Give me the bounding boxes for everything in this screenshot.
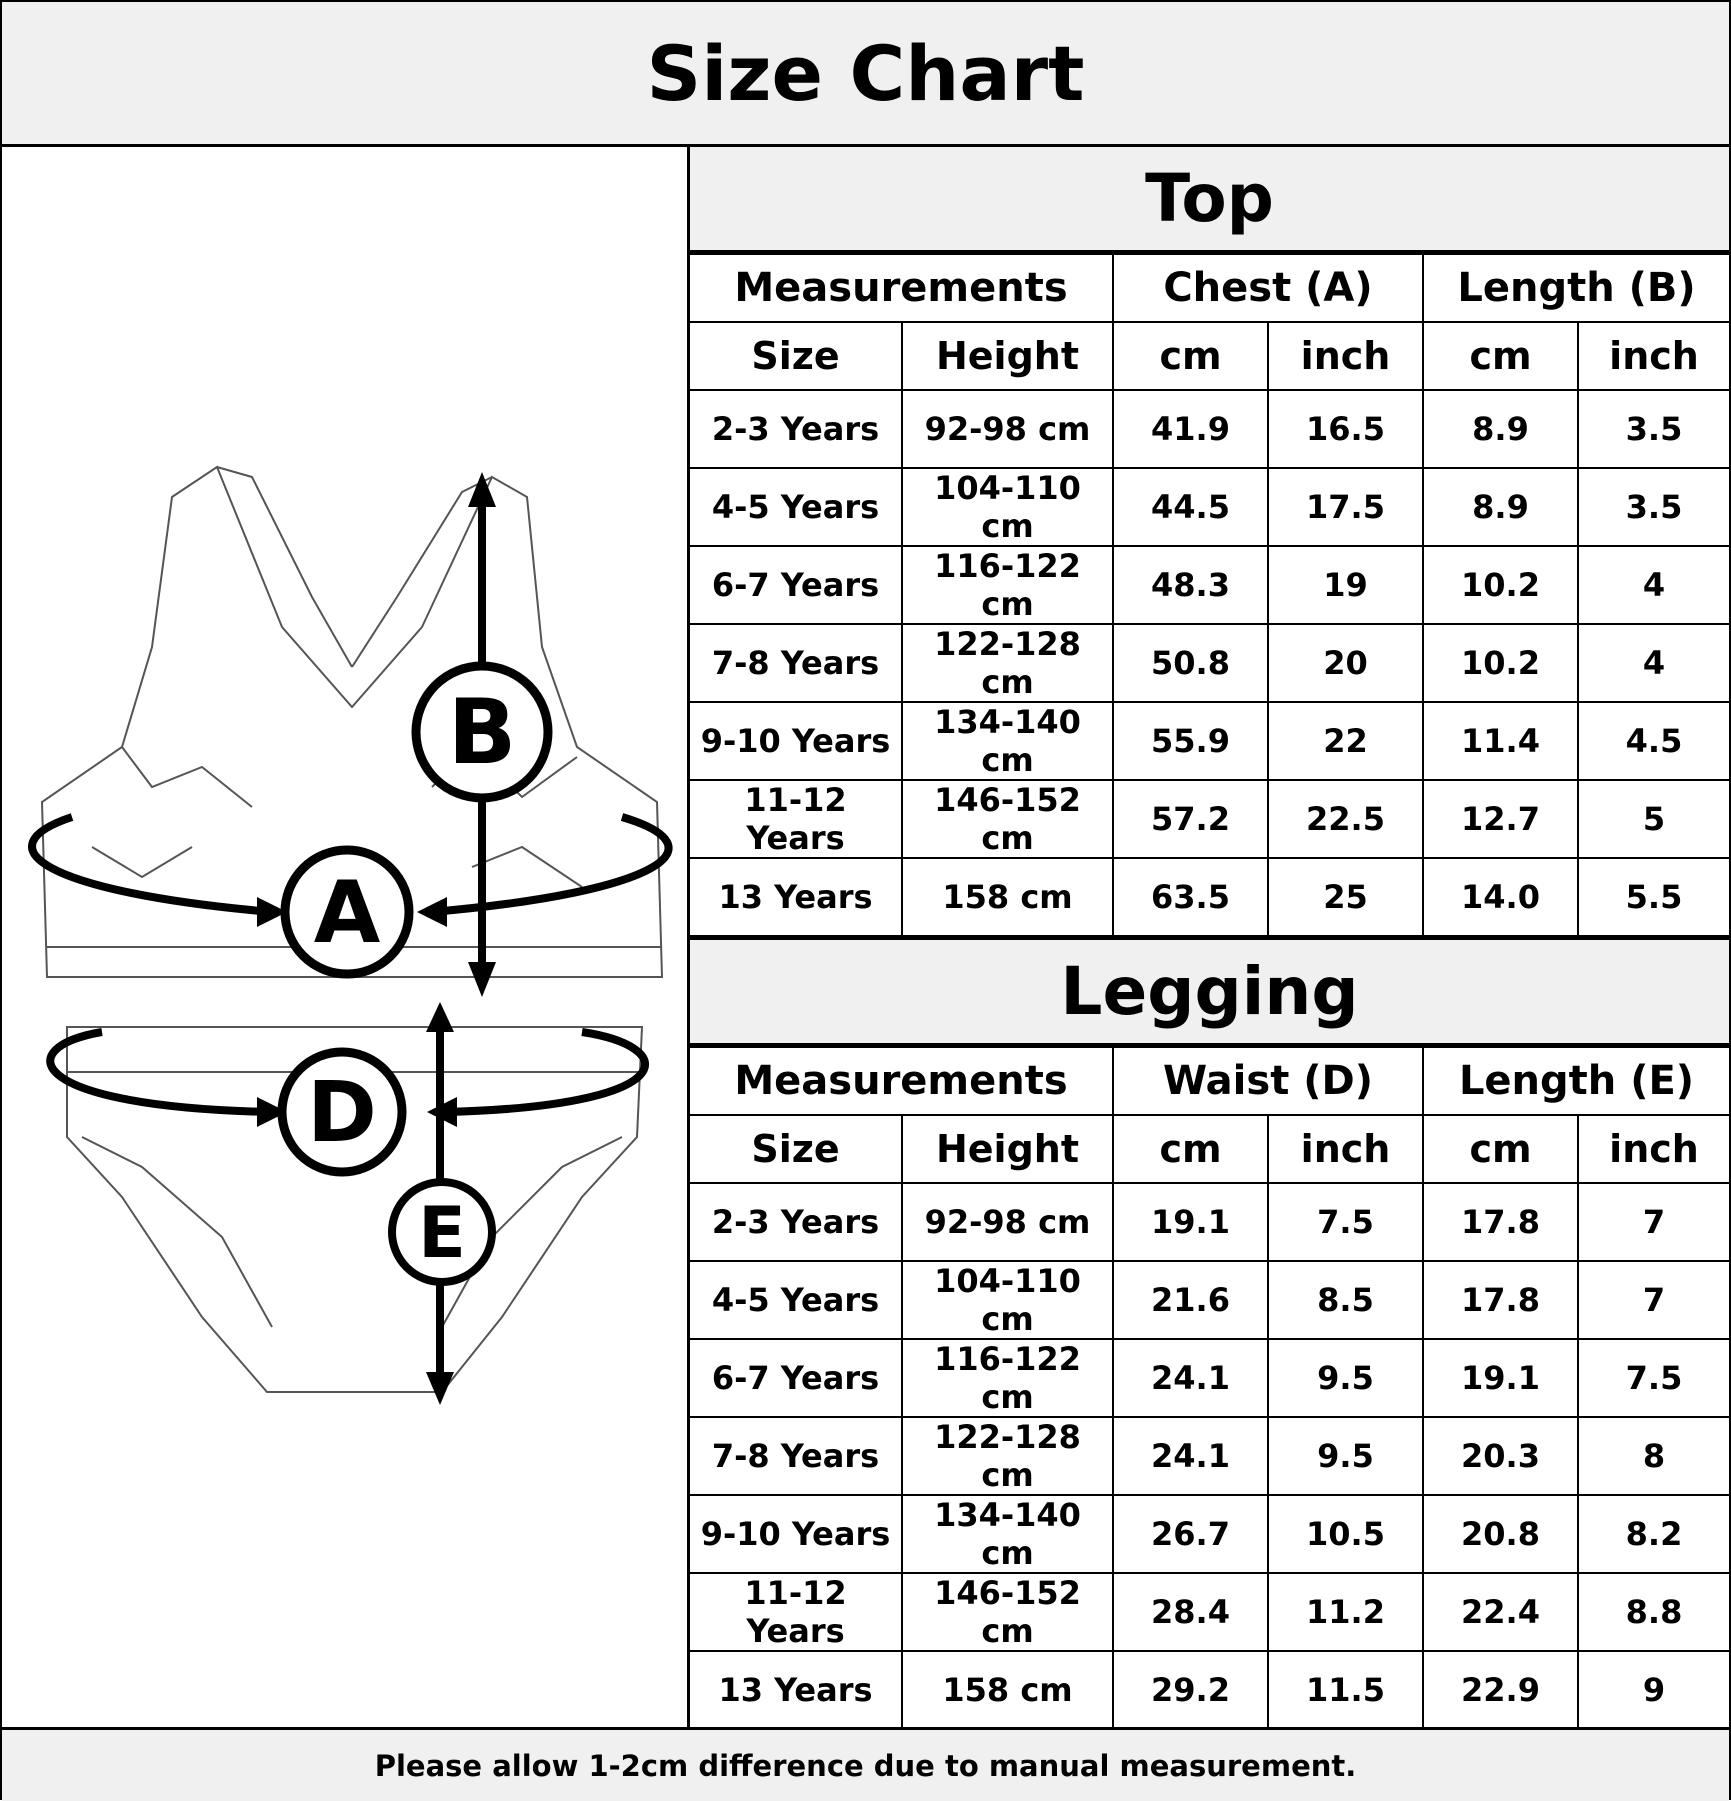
height-col-header: Height xyxy=(902,1115,1113,1183)
table-cell: 104-110 cm xyxy=(902,1261,1113,1339)
table-cell: 19 xyxy=(1268,546,1423,624)
table-cell: 92-98 cm xyxy=(902,1183,1113,1261)
table-cell: 17.5 xyxy=(1268,468,1423,546)
table-cell: 4-5 Years xyxy=(690,468,902,546)
table-cell: 11.2 xyxy=(1268,1573,1423,1651)
waist-cm-header: cm xyxy=(1113,1115,1268,1183)
length-cm-header: cm xyxy=(1423,1115,1578,1183)
length-inch-header: inch xyxy=(1578,1115,1729,1183)
table-cell: 14.0 xyxy=(1423,858,1578,936)
table-cell: 9 xyxy=(1578,1651,1729,1729)
title-bar xyxy=(2,2,1729,147)
chest-header: Chest (A) xyxy=(1113,254,1423,322)
table-row xyxy=(690,624,1729,702)
table-cell: 20 xyxy=(1268,624,1423,702)
table-cell: 22 xyxy=(1268,702,1423,780)
table-cell: 22.5 xyxy=(1268,780,1423,858)
table-cell: 11-12 Years xyxy=(690,1573,902,1651)
table-cell: 92-98 cm xyxy=(902,390,1113,468)
label-d-circle xyxy=(282,1052,402,1172)
table-cell: 4.5 xyxy=(1578,702,1729,780)
table-cell: 19.1 xyxy=(1113,1183,1268,1261)
svg-text:A: A xyxy=(313,863,381,963)
length-b-header: Length (B) xyxy=(1423,254,1729,322)
table-cell: 13 Years xyxy=(690,858,902,936)
top-table xyxy=(690,253,1729,937)
table-cell: 20.8 xyxy=(1423,1495,1578,1573)
table-cell: 3.5 xyxy=(1578,390,1729,468)
table-cell: 6-7 Years xyxy=(690,1339,902,1417)
table-cell: 158 cm xyxy=(902,858,1113,936)
table-row xyxy=(690,546,1729,624)
table-cell: 146-152 cm xyxy=(902,780,1113,858)
table-row xyxy=(690,1261,1729,1339)
table-cell: 8 xyxy=(1578,1417,1729,1495)
chest-inch-header: inch xyxy=(1268,322,1423,390)
label-a-circle xyxy=(285,850,409,974)
legging-table-body xyxy=(690,1183,1729,1729)
table-cell: 104-110 cm xyxy=(902,468,1113,546)
table-cell: 8.5 xyxy=(1268,1261,1423,1339)
table-row xyxy=(690,1417,1729,1495)
table-cell: 22.9 xyxy=(1423,1651,1578,1729)
table-cell: 158 cm xyxy=(902,1651,1113,1729)
table-cell: 2-3 Years xyxy=(690,1183,902,1261)
table-cell: 11.5 xyxy=(1268,1651,1423,1729)
table-cell: 24.1 xyxy=(1113,1339,1268,1417)
table-cell: 50.8 xyxy=(1113,624,1268,702)
table-cell: 9.5 xyxy=(1268,1417,1423,1495)
table-cell: 28.4 xyxy=(1113,1573,1268,1651)
svg-text:D: D xyxy=(307,1063,377,1161)
table-row xyxy=(690,1495,1729,1573)
table-cell: 134-140 cm xyxy=(902,702,1113,780)
table-cell: 9-10 Years xyxy=(690,1495,902,1573)
table-cell: 2-3 Years xyxy=(690,390,902,468)
table-cell: 22.4 xyxy=(1423,1573,1578,1651)
length-cm-header: cm xyxy=(1423,322,1578,390)
top-section-title: Top xyxy=(690,147,1729,253)
label-b-circle xyxy=(416,666,548,798)
table-cell: 25 xyxy=(1268,858,1423,936)
chest-wrap-right xyxy=(432,817,669,912)
measurements-header: Measurements xyxy=(690,1047,1113,1115)
page-title: Size Chart xyxy=(646,28,1085,118)
svg-text:B: B xyxy=(447,680,517,785)
footer-note: Please allow 1-2cm difference due to manual measurement. xyxy=(2,1727,1729,1801)
table-cell: 63.5 xyxy=(1113,858,1268,936)
table-row xyxy=(690,390,1729,468)
waist-inch-header: inch xyxy=(1268,1115,1423,1183)
table-cell: 24.1 xyxy=(1113,1417,1268,1495)
table-cell: 11-12 Years xyxy=(690,780,902,858)
height-col-header: Height xyxy=(902,322,1113,390)
table-cell: 41.9 xyxy=(1113,390,1268,468)
table-cell: 8.9 xyxy=(1423,468,1578,546)
table-cell: 10.2 xyxy=(1423,624,1578,702)
table-cell: 3.5 xyxy=(1578,468,1729,546)
table-row xyxy=(690,858,1729,936)
length-inch-header: inch xyxy=(1578,322,1729,390)
legging-section-title: Legging xyxy=(690,937,1729,1046)
table-cell: 5 xyxy=(1578,780,1729,858)
table-cell: 4-5 Years xyxy=(690,1261,902,1339)
table-cell: 13 Years xyxy=(690,1651,902,1729)
table-cell: 55.9 xyxy=(1113,702,1268,780)
table-row xyxy=(690,1183,1729,1261)
table-cell: 7-8 Years xyxy=(690,1417,902,1495)
table-cell: 19.1 xyxy=(1423,1339,1578,1417)
waist-header: Waist (D) xyxy=(1113,1047,1423,1115)
top-table-body xyxy=(690,390,1729,936)
table-cell: 17.8 xyxy=(1423,1183,1578,1261)
table-cell: 20.3 xyxy=(1423,1417,1578,1495)
table-cell: 8.8 xyxy=(1578,1573,1729,1651)
table-cell: 16.5 xyxy=(1268,390,1423,468)
legging-table xyxy=(690,1046,1729,1730)
table-cell: 48.3 xyxy=(1113,546,1268,624)
table-cell: 7 xyxy=(1578,1183,1729,1261)
table-cell: 11.4 xyxy=(1423,702,1578,780)
table-cell: 116-122 cm xyxy=(902,1339,1113,1417)
table-cell: 10.5 xyxy=(1268,1495,1423,1573)
table-cell: 6-7 Years xyxy=(690,546,902,624)
measurements-header: Measurements xyxy=(690,254,1113,322)
table-cell: 9.5 xyxy=(1268,1339,1423,1417)
table-cell: 8.9 xyxy=(1423,390,1578,468)
size-col-header: Size xyxy=(690,1115,902,1183)
table-cell: 122-128 cm xyxy=(902,1417,1113,1495)
label-e-circle xyxy=(392,1182,492,1282)
table-cell: 57.2 xyxy=(1113,780,1268,858)
length-e-header: Length (E) xyxy=(1423,1047,1729,1115)
svg-text:E: E xyxy=(418,1192,466,1274)
table-cell: 12.7 xyxy=(1423,780,1578,858)
table-cell: 9-10 Years xyxy=(690,702,902,780)
table-row xyxy=(690,1651,1729,1729)
table-cell: 10.2 xyxy=(1423,546,1578,624)
chest-cm-header: cm xyxy=(1113,322,1268,390)
garment-diagram xyxy=(2,147,687,1727)
table-row xyxy=(690,780,1729,858)
table-cell: 5.5 xyxy=(1578,858,1729,936)
table-cell: 4 xyxy=(1578,546,1729,624)
chest-wrap-left xyxy=(32,817,272,912)
table-cell: 21.6 xyxy=(1113,1261,1268,1339)
table-row xyxy=(690,1573,1729,1651)
table-row xyxy=(690,1339,1729,1417)
table-cell: 44.5 xyxy=(1113,468,1268,546)
table-row xyxy=(690,702,1729,780)
table-cell: 146-152 cm xyxy=(902,1573,1113,1651)
table-cell: 26.7 xyxy=(1113,1495,1268,1573)
size-col-header: Size xyxy=(690,322,902,390)
table-cell: 8.2 xyxy=(1578,1495,1729,1573)
table-cell: 29.2 xyxy=(1113,1651,1268,1729)
table-cell: 116-122 cm xyxy=(902,546,1113,624)
table-cell: 122-128 cm xyxy=(902,624,1113,702)
table-cell: 134-140 cm xyxy=(902,1495,1113,1573)
garment-illustration xyxy=(2,147,690,1727)
table-cell: 7-8 Years xyxy=(690,624,902,702)
table-cell: 7 xyxy=(1578,1261,1729,1339)
measurement-tables xyxy=(690,147,1729,1727)
table-cell: 7.5 xyxy=(1268,1183,1423,1261)
table-row xyxy=(690,468,1729,546)
table-cell: 7.5 xyxy=(1578,1339,1729,1417)
table-cell: 4 xyxy=(1578,624,1729,702)
table-cell: 17.8 xyxy=(1423,1261,1578,1339)
